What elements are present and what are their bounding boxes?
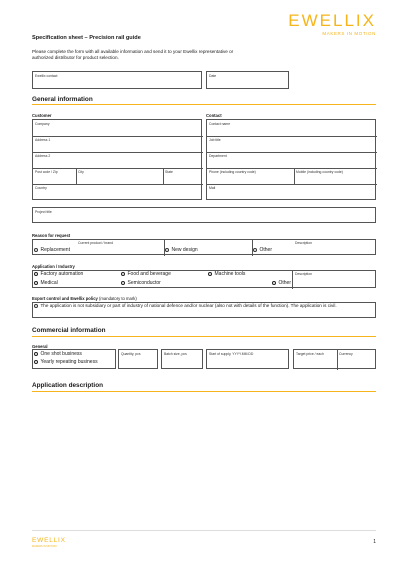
option-label: Semiconductor	[127, 280, 161, 286]
address2-field[interactable]: Address 2	[35, 154, 51, 158]
export-civil-checkbox[interactable]	[34, 303, 374, 309]
option-one-shot[interactable]	[34, 351, 82, 357]
divider	[33, 184, 203, 185]
divider	[76, 168, 77, 184]
app-option-food-beverage[interactable]	[121, 271, 171, 277]
mobile-field[interactable]: Mobile (including country code)	[296, 170, 343, 174]
state-field[interactable]: State	[165, 170, 173, 174]
option-label: One shot business	[40, 351, 82, 357]
customer-heading: Customer	[32, 113, 52, 118]
radio-icon	[272, 281, 276, 285]
start-of-supply-label: Start of supply, YYYY.MM.DD	[209, 352, 254, 356]
app-option-factory-automation[interactable]	[34, 271, 83, 277]
reason-heading: Reason for request	[32, 233, 71, 238]
option-label: Machine tools	[214, 271, 246, 277]
postcode-field[interactable]: Post code / Zip	[35, 170, 58, 174]
export-heading-note: (mandatory to mark)	[99, 296, 137, 301]
option-label: Medical	[40, 280, 58, 286]
country-field[interactable]: Country	[35, 186, 47, 190]
radio-icon	[34, 281, 38, 285]
date-field[interactable]	[206, 71, 289, 89]
divider	[207, 136, 377, 137]
general-info-rule	[32, 104, 376, 105]
mail-field[interactable]: Mail	[209, 186, 216, 190]
commercial-general-label: General	[32, 344, 48, 349]
reason-description-label: Description	[295, 241, 312, 245]
radio-icon	[165, 248, 169, 252]
divider	[292, 271, 293, 289]
radio-icon	[208, 272, 212, 276]
radio-icon	[34, 352, 38, 356]
app-option-semiconductor[interactable]	[121, 280, 161, 286]
radio-icon	[34, 248, 38, 252]
app-option-other[interactable]	[272, 280, 291, 286]
phone-field[interactable]: Phone (including country code)	[209, 170, 256, 174]
app-option-machine-tools[interactable]	[208, 271, 245, 277]
ewellix-contact-label: Ewellix contact	[35, 74, 58, 78]
contact-heading: Contact	[206, 113, 222, 118]
export-heading	[32, 296, 137, 301]
document-title: Specification sheet – Precision rail guide	[32, 35, 141, 41]
option-label: Food and beverage	[127, 271, 171, 277]
contact-block	[206, 119, 376, 200]
export-heading-text: Export control and Ewellix policy	[32, 296, 98, 301]
application-heading: Application / Industry	[32, 264, 75, 269]
brand-tagline: MAKERS IN MOTION	[322, 31, 376, 36]
current-product-label: Current product / brand	[78, 241, 114, 245]
footer-tagline: MAKERS IN MOTION	[32, 545, 57, 548]
commercial-heading: Commercial information	[32, 327, 106, 334]
option-label: Replacement	[40, 247, 70, 253]
address1-field[interactable]: Address 1	[35, 138, 51, 142]
divider	[207, 184, 377, 185]
radio-icon	[121, 281, 125, 285]
batch-size-label: Batch size, pcs	[164, 352, 187, 356]
ewellix-contact-field[interactable]	[32, 71, 202, 89]
company-field[interactable]: Company	[35, 122, 50, 126]
quantity-label: Quantity, pcs	[121, 352, 141, 356]
divider	[207, 168, 377, 169]
app-option-medical[interactable]	[34, 280, 58, 286]
radio-icon	[121, 272, 125, 276]
reason-option-new-design[interactable]	[165, 247, 198, 253]
radio-icon	[34, 304, 38, 308]
footer-rule	[32, 530, 376, 531]
radio-icon	[34, 360, 38, 364]
divider	[207, 152, 377, 153]
reason-block	[32, 239, 376, 255]
date-label: Date	[209, 74, 217, 78]
target-price-field[interactable]: Target price / each	[296, 352, 324, 356]
divider	[33, 168, 203, 169]
start-of-supply-field[interactable]	[206, 349, 289, 369]
general-info-heading: General information	[32, 96, 93, 103]
option-label: New design	[171, 247, 198, 253]
job-title-field[interactable]: Job title	[209, 138, 221, 142]
department-field[interactable]: Department	[209, 154, 227, 158]
currency-field[interactable]: Currency	[339, 352, 353, 356]
quantity-field[interactable]	[118, 349, 158, 369]
export-statement: The application is not subsidiary or part of industry of national defence and/or nuclear (also not with details of the function). The application is civil.	[40, 303, 337, 308]
project-title-label: Project title	[35, 210, 52, 214]
divider	[337, 350, 338, 370]
city-field[interactable]: City	[78, 170, 84, 174]
customer-block	[32, 119, 202, 200]
option-label: Other	[278, 280, 292, 286]
option-label: Yearly repeating business	[40, 359, 98, 365]
divider	[33, 136, 203, 137]
price-currency-block	[293, 349, 376, 369]
footer-logo: EWELLIX	[32, 537, 66, 544]
brand-name: EWELLIX	[288, 11, 376, 30]
application-description-heading: Application description	[32, 382, 104, 389]
reason-option-replacement[interactable]	[34, 247, 70, 253]
commercial-rule	[32, 336, 376, 337]
application-description-area[interactable]	[32, 396, 376, 522]
contact-name-field[interactable]: Contact name	[209, 122, 231, 126]
project-title-field[interactable]	[32, 207, 376, 223]
option-label: Other	[259, 247, 273, 253]
radio-icon	[34, 272, 38, 276]
intro-text: Please complete the form with all available information and send it to your Ewellix representative or authorized distributor for product selection.	[32, 49, 234, 61]
reason-option-other[interactable]	[253, 247, 272, 253]
option-yearly-repeating[interactable]	[34, 359, 98, 365]
page-number: 1	[373, 539, 376, 545]
divider	[294, 168, 295, 184]
batch-size-field[interactable]	[161, 349, 203, 369]
divider	[163, 168, 164, 184]
option-label: Factory automation	[40, 271, 84, 277]
application-description-label: Description	[295, 272, 312, 276]
application-description-rule	[32, 391, 376, 392]
application-block	[32, 270, 376, 288]
divider	[33, 152, 203, 153]
brand-logo	[288, 12, 376, 36]
radio-icon	[253, 248, 257, 252]
